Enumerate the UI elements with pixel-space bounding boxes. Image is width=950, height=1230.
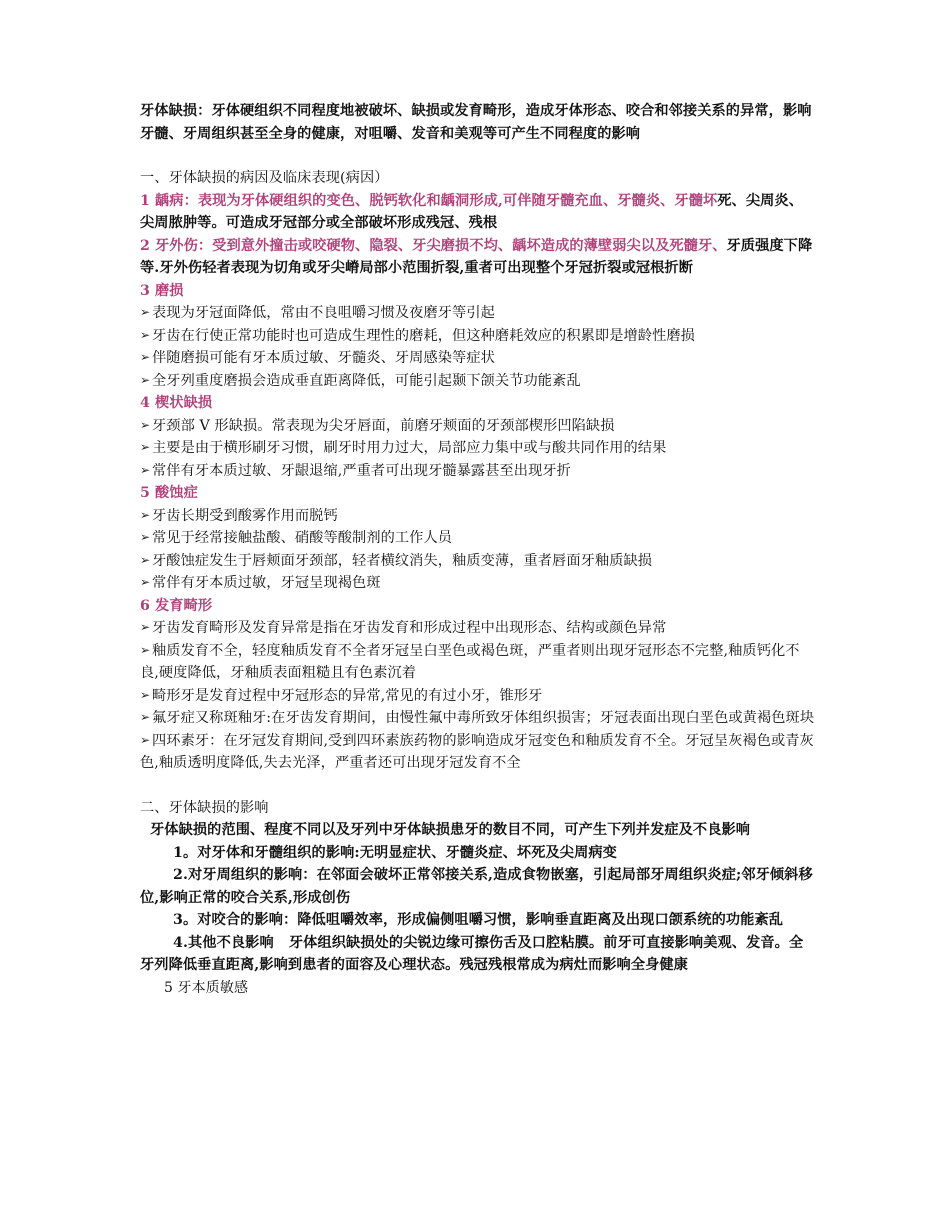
arrowhead-bullet-icon: ➢ — [140, 642, 151, 657]
arrowhead-bullet-icon: ➢ — [140, 732, 151, 747]
cause6-title: 6 发育畸形 — [140, 597, 213, 614]
arrowhead-bullet-icon: ➢ — [140, 305, 151, 319]
list-item-text: 氟牙症又称斑釉牙:在牙齿发育期间，由慢性氟中毒所致牙体组织损害；牙冠表面出现白垩色或黄褐色斑块 — [152, 710, 815, 726]
list-item — [140, 370, 815, 393]
cause1-paragraph — [140, 190, 815, 235]
list-item — [140, 550, 815, 573]
arrowhead-bullet-icon: ➢ — [140, 687, 151, 702]
list-item — [140, 505, 815, 528]
spacer — [140, 775, 815, 797]
cause4-title: 4 楔状缺损 — [140, 395, 213, 411]
list-item — [140, 302, 815, 325]
cause3-title: 3 磨损 — [140, 282, 184, 299]
list-item — [140, 325, 815, 348]
cause1-rest: 死、尖周炎、尖周脓肿等。可造成牙冠部分或全部破坏形成残冠、残根 — [140, 192, 803, 231]
list-item — [140, 707, 815, 730]
list-item-text: 牙齿长期受到酸雾作用而脱钙 — [152, 507, 338, 524]
spacer — [140, 145, 815, 167]
list-item-text: 伴随磨损可能有牙本质过敏、牙髓炎、牙周感染等症状 — [152, 350, 495, 366]
document-body — [140, 100, 815, 999]
cause1-highlight: 1 龋病：表现为牙体硬组织的变色、脱钙软化和龋洞形成,可伴随牙髓充血、牙髓炎、牙髓坏 — [140, 192, 718, 209]
list-item — [140, 460, 815, 483]
arrowhead-bullet-icon: ➢ — [140, 507, 151, 522]
list-item-text: 全牙列重度磨损会造成垂直距离降低，可能引起颞下颌关节功能紊乱 — [152, 372, 581, 389]
arrowhead-bullet-icon: ➢ — [140, 372, 151, 387]
list-item-text: 牙齿在行使正常功能时也可造成生理性的磨耗，但这种磨耗效应的积累即是增龄性磨损 — [152, 327, 695, 344]
arrowhead-bullet-icon: ➢ — [140, 440, 151, 454]
effect2-paragraph: 2.对牙周组织的影响：在邻面会破坏正常邻接关系,造成食物嵌塞，引起局部牙周组织炎症;邻牙倾斜移位,影响正常的咬合关系,形成创伤 — [140, 867, 813, 906]
section2-title: 二、牙体缺损的影响 — [140, 799, 269, 816]
intro-paragraph: 牙体缺损：牙体硬组织不同程度地被破坏、缺损或发育畸形，造成牙体形态、咬合和邻接关系的异常，影响牙髓、牙周组织甚至全身的健康，对咀嚼、发音和美观等可产生不同程度的影响 — [140, 103, 812, 142]
list-item-text: 釉质发育不全，轻度釉质发育不全者牙冠呈白垩色或褐色斑，严重者则出现牙冠形态不完整,釉质钙化不良,硬度降低，牙釉质表面粗糙且有色素沉着 — [140, 642, 800, 681]
arrowhead-bullet-icon: ➢ — [140, 620, 151, 634]
list-item — [140, 730, 815, 775]
list-item-text: 常见于经常接触盐酸、硝酸等酸制剂的工作人员 — [152, 530, 453, 546]
list-item — [140, 347, 815, 370]
cause2-highlight: 2 牙外伤：受到意外撞击或咬硬物、隐裂、牙尖磨损不均、龋坏造成的薄壁弱尖以及死髓牙、 — [140, 237, 727, 254]
list-item — [140, 640, 815, 685]
section2-intro: 牙体缺损的范围、程度不同以及牙列中牙体缺损患牙的数目不同，可产生下列并发症及不良影响 — [150, 822, 751, 838]
list-item-text: 牙酸蚀症发生于唇颊面牙颈部，轻者横纹消失，釉质变薄，重者唇面牙釉质缺损 — [152, 552, 653, 569]
effect4-head: 4.其他不良影响 — [173, 934, 274, 951]
list-item-text: 常伴有牙本质过敏、牙龈退缩,严重者可出现牙髓暴露甚至出现牙折 — [152, 462, 571, 479]
arrowhead-bullet-icon: ➢ — [140, 417, 151, 432]
arrowhead-bullet-icon: ➢ — [140, 462, 151, 477]
cause5-title: 5 酸蚀症 — [140, 485, 198, 501]
list-item — [140, 437, 815, 460]
list-item-text: 表现为牙冠面降低，常由不良咀嚼习惯及夜磨牙等引起 — [152, 305, 495, 321]
arrowhead-bullet-icon: ➢ — [140, 552, 151, 567]
arrowhead-bullet-icon: ➢ — [140, 710, 151, 724]
effect3-paragraph: 3。对咬合的影响：降低咀嚼效率，形成偏侧咀嚼习惯，影响垂直距离及出现口颌系统的功能紊乱 — [173, 912, 784, 928]
list-item — [140, 617, 815, 640]
list-item-text: 主要是由于横形刷牙习惯，刷牙时用力过大，局部应力集中或与酸共同作用的结果 — [152, 440, 667, 456]
list-item-text: 常伴有牙本质过敏，牙冠呈现褐色斑 — [152, 575, 381, 591]
list-item — [140, 527, 815, 550]
arrowhead-bullet-icon: ➢ — [140, 575, 151, 589]
list-item-text: 四环素牙：在牙冠发育期间,受到四环素族药物的影响造成牙冠变色和釉质发育不全。牙冠呈灰褐色或青灰色,釉质透明度降低,失去光泽，严重者还可出现牙冠发育不全 — [140, 732, 814, 771]
list-item — [140, 685, 815, 708]
list-item-text: 牙齿发育畸形及发育异常是指在牙齿发育和形成过程中出现形态、结构或颜色异常 — [152, 620, 667, 636]
cause2-rest: 牙质强度下降等.牙外伤轻者表现为切角或牙尖嵴局部小范围折裂,重者可出现整个牙冠折裂或冠根折断 — [140, 237, 813, 276]
cause2-paragraph — [140, 235, 815, 280]
list-item-text: 牙颈部 V 形缺损。常表现为尖牙唇面，前磨牙颊面的牙颈部楔形凹陷缺损 — [152, 417, 615, 434]
next-heading: 5 牙本质敏感 — [164, 979, 249, 996]
section1-title: 一、牙体缺损的病因及临床表现(病因） — [140, 170, 389, 186]
effect4-rest: 牙体组织缺损处的尖锐边缘可擦伤舌及口腔粘膜。前牙可直接影响美观、发音。全牙列降低垂直距离,影响到患者的面容及心理状态。残冠残根常成为病灶而影响全身健康 — [140, 934, 804, 973]
list-item — [140, 415, 815, 438]
list-item-text: 畸形牙是发育过程中牙冠形态的异常,常见的有过小牙，锥形牙 — [152, 687, 543, 704]
arrowhead-bullet-icon: ➢ — [140, 530, 151, 544]
arrowhead-bullet-icon: ➢ — [140, 327, 151, 342]
effect4-paragraph — [140, 932, 815, 977]
list-item — [140, 572, 815, 595]
effect1-paragraph: 1。对牙体和牙髓组织的影响:无明显症状、牙髓炎症、坏死及尖周病变 — [173, 844, 617, 861]
arrowhead-bullet-icon: ➢ — [140, 350, 151, 364]
